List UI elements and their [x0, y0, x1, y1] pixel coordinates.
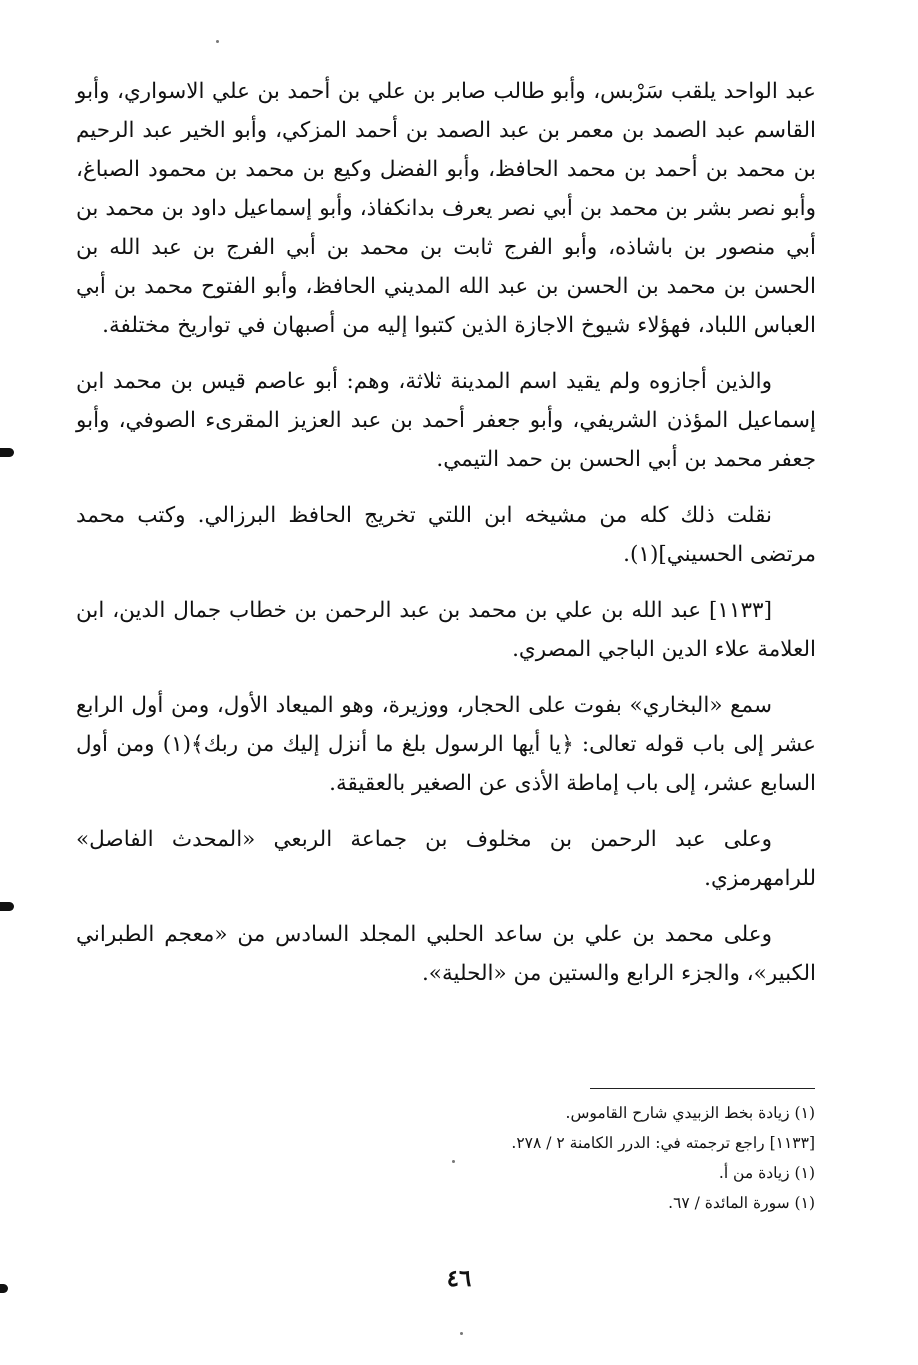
footnote-item: (١) زيادة من أ. — [718, 1164, 815, 1182]
paragraph-entry-heading: [١١٣٣] عبد الله بن علي بن محمد بن عبد الرحمن بن خطاب جمال الدين، ابن العلامة علاء الدين الباجي المصري. — [76, 598, 816, 662]
scan-speck — [216, 40, 219, 43]
scan-edge-mark — [0, 902, 14, 911]
paragraph-ijaza-chain: عبد الواحد يلقب سَرْبس، وأبو طالب صابر بن علي بن أحمد بن علي الاسواري، وأبو القاسم عبد الصمد بن معمر بن عبد الصمد بن أحمد المزكي، وأبو الخير عبد الرحيم بن محمد بن أحمد بن محمد الحافظ، وأبو الفضل وكيع بن محمد بن محمود الصباغ، وأبو نصر بشر بن محمد بن أبي نصر يعرف بدانكفاذ، وأبو إسماعيل داود بن محمد بن أبي منصور بن باشاذه، وأبو الفرج ثابت بن محمد بن أبي الفرج بن عبد الله بن الحسن بن محمد بن الحسن بن عبد الله المديني الحافظ، وأبو الفتوح محمد بن أبي العباس اللباد، فهؤلاء شيوخ الاجازة الذين كتبوا إليه من أصبهان في تواريخ مختلفة. — [76, 79, 816, 338]
footnote-item: (١) زيادة بخط الزبيدي شارح القاموس. — [565, 1104, 815, 1122]
paragraph-source-note: نقلت ذلك كله من مشيخه ابن اللتي تخريج الحافظ البرزالي. وكتب محمد مرتضى الحسيني](١). — [76, 503, 816, 567]
paragraph-halabi-hearing: وعلى محمد بن علي بن ساعد الحلبي المجلد السادس من «معجم الطبراني الكبير»، والجزء الرابع والستين من «الحلية». — [76, 922, 816, 986]
footnote-item: [١١٣٣] راجع ترجمته في: الدرر الكامنة ٢ / ٢٧٨. — [511, 1134, 815, 1152]
scan-speck — [460, 1332, 463, 1335]
paragraph-bukhari-hearing: سمع «البخاري» بفوت على الحجار، ووزيرة، وهو الميعاد الأول، ومن أول الرابع عشر إلى باب قوله تعالى: ﴿يا أيها الرسول بلغ ما أنزل إليك من ربك﴾(١) ومن أول السابع عشر، إلى باب إماطة الأذى عن الصغير بالعقيقة. — [76, 693, 816, 796]
main-text — [76, 72, 816, 1010]
paragraph-ijaza-unspecified: والذين أجازوه ولم يقيد اسم المدينة ثلاثة، وهم: أبو عاصم قيس بن محمد ابن إسماعيل المؤذن الشريفي، وأبو جعفر أحمد بن عبد العزيز المقرىء الصوفي، وأبو جعفر محمد بن أبي الحسن بن حمد التيمي. — [76, 369, 816, 472]
footnote-divider — [590, 1088, 815, 1089]
page-number: ٤٦ — [446, 1265, 472, 1292]
paragraph-rabai-hearing: وعلى عبد الرحمن بن مخلوف بن جماعة الربعي «المحدث الفاصل» للرامهرمزي. — [76, 827, 816, 891]
scan-edge-mark — [0, 448, 14, 457]
scan-speck — [452, 1160, 455, 1163]
footnote-item: (١) سورة المائدة / ٦٧. — [668, 1194, 815, 1212]
footnotes — [360, 1098, 815, 1218]
